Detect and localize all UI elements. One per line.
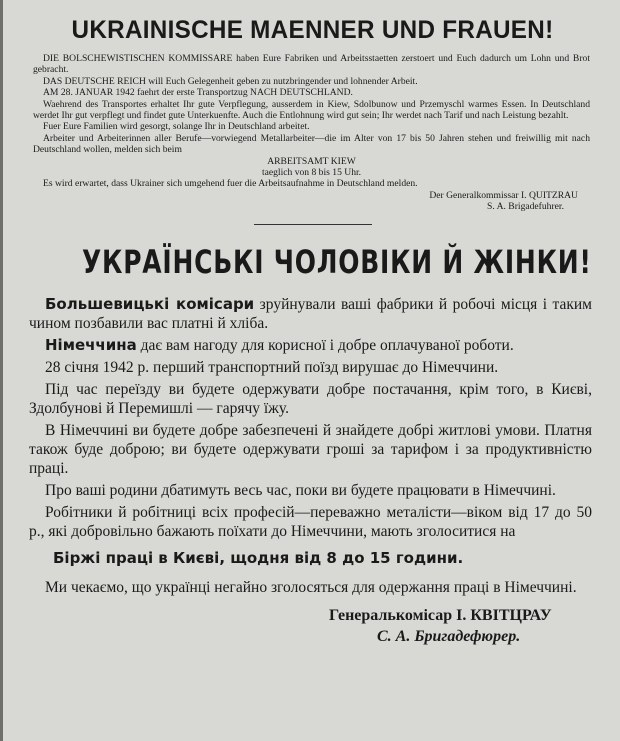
ukrainian-body — [29, 295, 592, 597]
ukrainian-paragraph-commissars — [29, 295, 592, 333]
ukrainian-paragraph-expected: Ми чекаємо, що українці негайно зголосяться для одержання праці в Німеччині. — [45, 578, 577, 596]
german-paragraph-reich: DAS DEUTSCHE REICH will Euch Gelegenheit geben zu nutzbringender und lohnender Arbeit. — [43, 75, 418, 87]
ukrainian-paragraph-date: 28 січня 1942 р. перший транспортний поїзд вирушає до Німеччини. — [45, 358, 499, 376]
german-paragraph-expected: Es wird erwartet, dass Ukrainer sich umgehend fuer die Arbeitsaufnahme in Deutschland melden. — [43, 178, 418, 190]
german-signature-name: Der Generalkommissar I. QUITZRAU — [429, 189, 578, 201]
ukrainian-paragraph-families: Про ваші родини дбатимуть весь час, поки ви будете працювати в Німеччині. — [45, 481, 556, 499]
section-divider — [254, 224, 372, 225]
ukrainian-office: Біржі праці в Києві, щодня від 8 до 15 години. — [53, 548, 464, 567]
german-headline: UKRAINISCHE MAENNER UND FRAUEN! — [71, 16, 554, 44]
german-paragraph-workers: Arbeiter und Arbeiterinnen aller Berufe—vorwiegend Metallarbeiter—die im Alter von 17 bis 50 Jahren stehen und freiwillig mit nach Deutschland wollen, melden sich beim — [33, 132, 590, 156]
ukrainian-paragraph-workers: Робітники й робітниці всіх професій—переважно металісти—віком від 17 до 50 р., які добровільно бажають поїхати до Німеччини, мають зголоситися на — [29, 503, 592, 540]
german-paragraph-transport: Waehrend des Transportes erhaltet Ihr gute Verpflegung, ausserdem in Kiew, Sdolbunow und Przemyschl warmes Essen. In Deutschland werdet Ihr gut verpflegt und findet gute Unterkuenfte. Auch die Entlohnung wird gut sein; Ihr werdet nach Tarif und nach Leistung bezahlt. — [33, 98, 590, 122]
ukrainian-paragraph-transport: Під час переїзду ви будете одержувати добре постачання, крім того, в Києві, Здолбунові й Перемишлі — гарячу їжу. — [29, 380, 592, 417]
german-hours: taeglich von 8 bis 15 Uhr. — [261, 167, 362, 179]
german-signature-rank: S. A. Brigadefuhrer. — [486, 201, 564, 213]
german-paragraph-families: Fuer Eure Familien wird gesorgt, solange Ihr in Deutschland arbeitet. — [43, 121, 310, 133]
ukrainian-paragraph-germany — [29, 336, 592, 355]
german-paragraph-date: AM 28. JANUAR 1942 faehrt der erste Transportzug NACH DEUTSCHLAND. — [43, 87, 353, 99]
ukrainian-paragraph-conditions: В Німеччині ви будете добре забезпечені й знайдете добрі житлові умови. Платня також буде доброю; ви будете одержувати гроші за тарифом і за продуктивністю праці. — [29, 421, 592, 477]
ukrainian-signature-rank: С. А. Бригадефюрер. — [377, 627, 521, 645]
ukrainian-text-germany: дає вам нагоду для корисної і добре оплачуваної роботи. — [136, 336, 514, 354]
german-body — [33, 53, 590, 213]
ukrainian-signature-name: Генералькомісар І. КВІТЦРАУ — [329, 606, 552, 624]
german-paragraph-commissars: DIE BOLSCHEWISTISCHEN KOMMISSARE haben Eure Fabriken und Arbeitsstaetten zerstoert und Euch dadurch um Lohn und Brot gebracht. — [33, 53, 590, 76]
ukrainian-signature — [17, 605, 608, 647]
ukrainian-lead-germany: Німеччина — [45, 335, 137, 354]
ukrainian-headline: УКРАЇНСЬКІ ЧОЛОВІКИ Й ЖІНКИ! — [82, 242, 592, 281]
ukrainian-lead-commissars: Большевицькі комісари — [45, 294, 255, 313]
ukrainian-text-commissars: зруйнували ваші фабрики й робочі місця і таким чином позбавили вас платні й хліба. — [29, 295, 592, 332]
german-office: ARBEITSAMT KIEW — [267, 155, 356, 167]
